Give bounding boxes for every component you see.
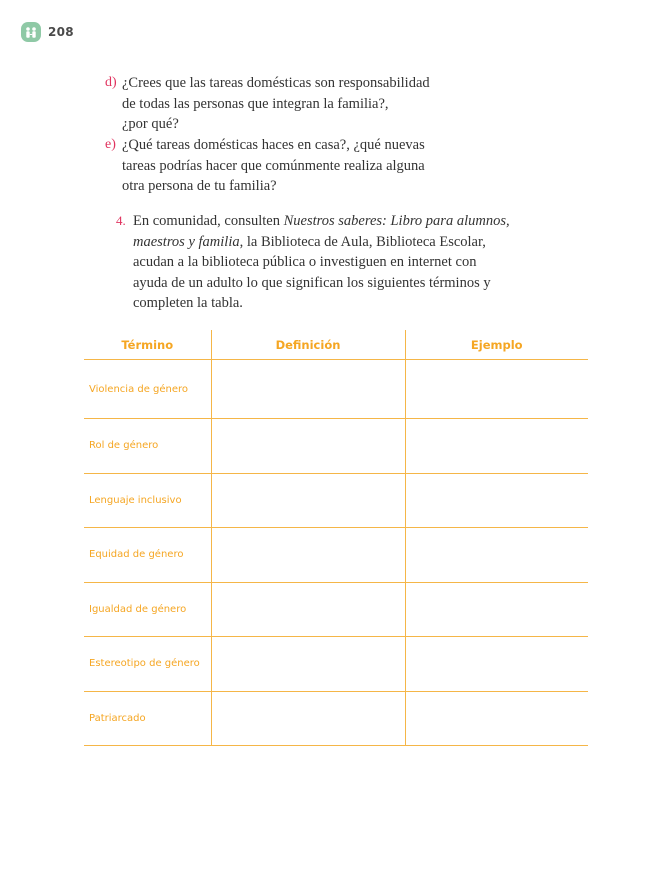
question-d (105, 73, 465, 135)
table-row (84, 637, 588, 692)
activity-line: ayuda de un adulto lo que significan los siguientes términos y (133, 274, 491, 291)
activity-line1-prefix: En comunidad, consulten (133, 213, 284, 229)
question-line: ¿Crees que las tareas domésticas son responsabilidad (122, 75, 430, 91)
activity-line (133, 211, 516, 232)
activity-line (133, 232, 516, 253)
example-cell[interactable] (405, 473, 588, 528)
term-cell: Violencia de género (84, 360, 211, 419)
example-cell[interactable] (405, 419, 588, 474)
book-title-cont: maestros y familia (133, 233, 240, 250)
page-number: 208 (48, 25, 74, 39)
example-cell[interactable] (405, 637, 588, 692)
activity-4 (116, 211, 516, 314)
table-row (84, 582, 588, 637)
definition-cell[interactable] (211, 582, 405, 637)
question-line: tareas podrías hacer que comúnmente realiza alguna (122, 157, 425, 174)
definition-cell[interactable] (211, 473, 405, 528)
terms-table (84, 330, 588, 746)
activity-line: completen la tabla. (133, 295, 243, 311)
term-cell: Estereotipo de género (84, 637, 211, 692)
activity-text (133, 211, 516, 314)
definition-cell[interactable] (211, 691, 405, 746)
question-text (122, 73, 465, 135)
example-cell[interactable] (405, 360, 588, 419)
question-line: de todas las personas que integran la familia?, (122, 95, 389, 112)
question-line: otra persona de tu familia? (122, 178, 277, 194)
page-header (21, 22, 74, 42)
term-cell: Equidad de género (84, 528, 211, 583)
term-cell: Igualdad de género (84, 582, 211, 637)
book-title: Nuestros saberes: Libro para alumnos, (283, 213, 510, 229)
definition-cell[interactable] (211, 528, 405, 583)
term-cell: Lenguaje inclusivo (84, 473, 211, 528)
definition-cell[interactable] (211, 419, 405, 474)
table-row (84, 473, 588, 528)
term-cell: Patriarcado (84, 691, 211, 746)
table-row (84, 360, 588, 419)
activity-line: acudan a la biblioteca pública o investiguen en internet con (133, 254, 477, 270)
table-row (84, 419, 588, 474)
question-line: ¿Qué tareas domésticas haces en casa?, ¿qué nuevas (122, 137, 425, 153)
definition-cell[interactable] (211, 360, 405, 419)
question-e (105, 135, 465, 197)
activity-line2-rest: , la Biblioteca de Aula, Biblioteca Escolar, (239, 233, 486, 250)
question-text (122, 135, 465, 197)
activity-number: 4. (116, 213, 126, 228)
table-row (84, 528, 588, 583)
header-definition: Definición (211, 330, 405, 360)
header-term: Término (84, 330, 211, 360)
table-row (84, 691, 588, 746)
example-cell[interactable] (405, 528, 588, 583)
term-cell: Rol de género (84, 419, 211, 474)
definition-cell[interactable] (211, 637, 405, 692)
example-cell[interactable] (405, 582, 588, 637)
people-icon (21, 22, 41, 42)
example-cell[interactable] (405, 691, 588, 746)
header-example: Ejemplo (405, 330, 588, 360)
question-marker: d) (105, 75, 117, 90)
table-header-row (84, 330, 588, 360)
question-line: ¿por qué? (122, 116, 179, 132)
question-marker: e) (105, 137, 116, 152)
